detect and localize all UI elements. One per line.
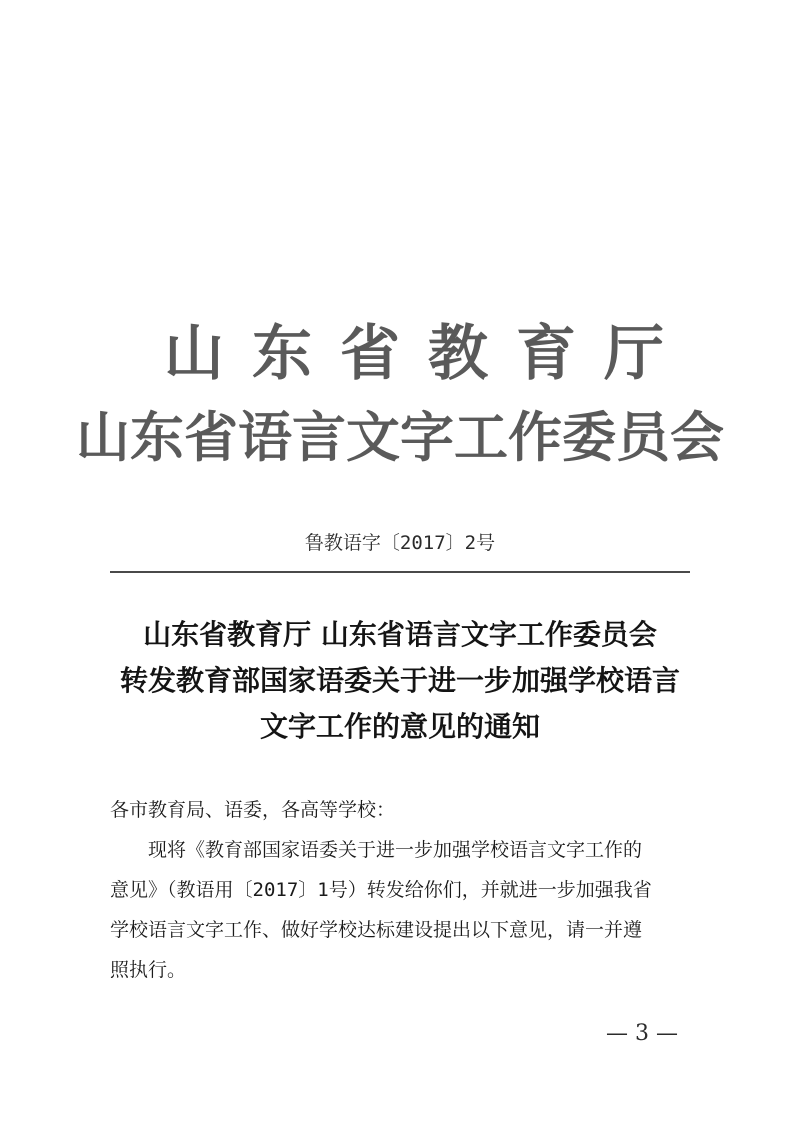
header-divider: [110, 571, 690, 573]
body-paragraph-line: 学校语言文字工作、做好学校达标建设提出以下意见，请一并遵: [110, 919, 643, 941]
issuer-name-language-committee: 山东省语言文字工作委员会: [76, 405, 724, 469]
document-number: 鲁教语字〔2017〕2号: [304, 532, 496, 554]
body-paragraph-line: 意见》（教语用〔2017〕1号）转发给你们，并就进一步加强我省: [110, 879, 652, 901]
page-number: — 3 —: [606, 1021, 678, 1046]
document-title-line-2: 转发教育部国家语委关于进一步加强学校语言: [119, 664, 680, 697]
body-paragraph-line: 照执行。: [110, 959, 187, 981]
document-title-line-3: 文字工作的意见的通知: [259, 710, 540, 743]
salutation: 各市教育局、语委，各高等学校：: [110, 799, 396, 821]
issuer-name-education-department: 山东省教育厅: [164, 319, 692, 389]
document-title-line-1: 山东省教育厅 山东省语言文字工作委员会: [143, 618, 657, 651]
body-paragraph-line: 现将《教育部国家语委关于进一步加强学校语言文字工作的: [148, 839, 643, 861]
